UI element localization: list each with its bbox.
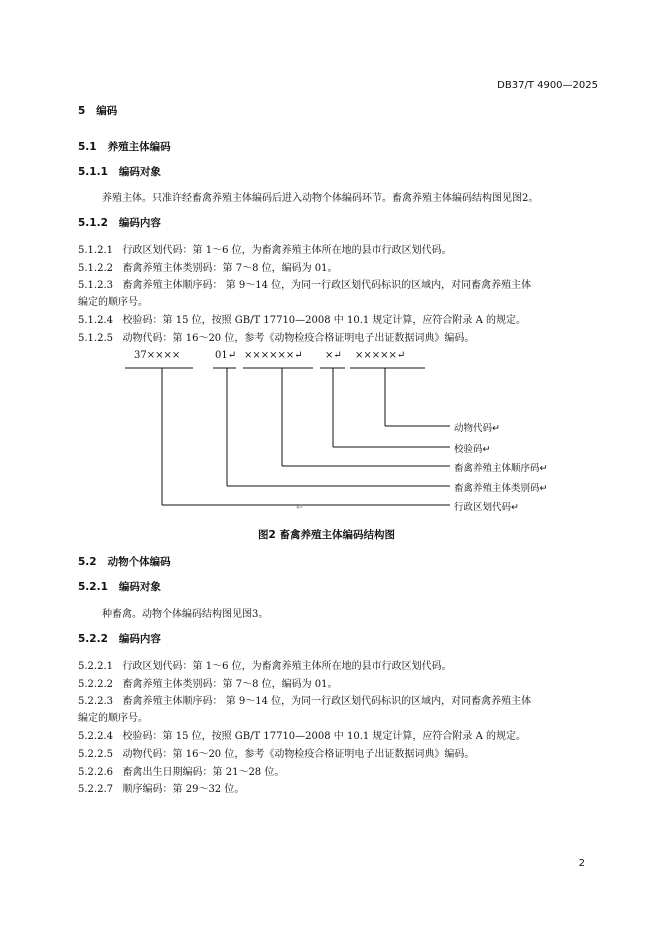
item-text: 畜禽养殖主体顺序码： 第 9～14 位，为同一行政区划代码标识的区域内，对同畜禽养殖主体 — [122, 696, 532, 707]
page-number: 2 — [578, 858, 585, 869]
code-segment: 37×××× — [134, 350, 181, 361]
section-number: 5 — [78, 105, 86, 117]
list-item — [78, 763, 284, 778]
figure-label: 校验码↵ — [454, 444, 491, 455]
section-5-2-heading — [78, 554, 171, 569]
figure-label: 行政区划代码↵ — [454, 502, 519, 513]
list-item — [78, 745, 474, 760]
item-number: 5.2.2.4 — [78, 731, 113, 742]
item-text: 动物代码：第 16～20 位，参考《动物检疫合格证明电子出证数据词典》编码。 — [122, 333, 475, 344]
list-item — [78, 780, 244, 795]
item-number: 5.2.2.3 — [78, 696, 113, 707]
item-text: 畜禽养殖主体类别码：第 7～8 位，编码为 01。 — [122, 263, 338, 274]
section-title: 编码对象 — [118, 166, 161, 178]
section-5-2-2-heading — [78, 631, 161, 646]
figure-2-caption: 图2 畜禽养殖主体编码结构图 — [258, 529, 395, 541]
section-number: 5.1.2 — [78, 217, 108, 229]
section-title: 编码内容 — [118, 633, 161, 645]
item-text: 校验码：第 15 位，按照 GB/T 17710—2008 中 10.1 规定计算，应符合附录 A 的规定。 — [122, 731, 527, 742]
item-number: 5.2.2.2 — [78, 679, 113, 690]
figure-label: 畜禽养殖主体类别码↵ — [454, 483, 548, 494]
code-segment: ×××××↵ — [355, 350, 406, 361]
paragraph-mark: ↵ — [296, 502, 304, 513]
item-text: 行政区划代码：第 1～6 位，为畜禽养殖主体所在地的县市行政区划代码。 — [122, 245, 452, 256]
section-title: 养殖主体编码 — [107, 141, 171, 153]
item-text: 校验码：第 15 位，按照 GB/T 17710—2008 中 10.1 规定计算，应符合附录 A 的规定。 — [122, 315, 527, 326]
section-title: 动物个体编码 — [107, 556, 171, 568]
section-number: 5.1 — [78, 141, 97, 153]
item-text: 畜禽养殖主体顺序码： 第 9～14 位，为同一行政区划代码标识的区域内，对同畜禽养殖主体 — [122, 280, 532, 291]
item-number: 5.1.2.2 — [78, 263, 113, 274]
code-segment: ××××××↵ — [244, 350, 303, 361]
figure-label: 畜禽养殖主体顺序码↵ — [454, 463, 548, 474]
list-item-continuation: 编定的顺序号。 — [78, 713, 148, 724]
section-number: 5.2.2 — [78, 633, 108, 645]
item-number: 5.1.2.3 — [78, 280, 113, 291]
list-item — [78, 727, 526, 742]
section-5-2-1-heading — [78, 579, 161, 594]
code-segment: 01↵ — [215, 350, 237, 361]
item-text: 畜禽养殖主体类别码：第 7～8 位，编码为 01。 — [122, 679, 338, 690]
code-segment: ×↵ — [325, 350, 342, 361]
item-number: 5.2.2.6 — [78, 767, 113, 778]
item-text: 动物代码：第 16～20 位，参考《动物检疫合格证明电子出证数据词典》编码。 — [122, 749, 475, 760]
paragraph-5-1-1: 养殖主体。只准许经畜禽养殖主体编码后进入动物个体编码环节。畜禽养殖主体编码结构图见图2。 — [102, 193, 539, 204]
section-title: 编码对象 — [118, 581, 161, 593]
list-item — [78, 675, 338, 690]
document-code: DB37/T 4900—2025 — [497, 80, 598, 91]
item-number: 5.1.2.5 — [78, 333, 113, 344]
section-number: 5.2.1 — [78, 581, 108, 593]
item-number: 5.1.2.1 — [78, 245, 113, 256]
item-text: 行政区划代码：第 1～6 位，为畜禽养殖主体所在地的县市行政区划代码。 — [122, 661, 452, 672]
section-title: 编码 — [96, 105, 118, 117]
item-number: 5.2.2.1 — [78, 661, 113, 672]
section-number: 5.2 — [78, 556, 97, 568]
item-text: 畜禽出生日期编码：第 21～28 位。 — [122, 767, 285, 778]
item-number: 5.1.2.4 — [78, 315, 113, 326]
paragraph-5-2-1: 种畜禽。动物个体编码结构图见图3。 — [102, 609, 269, 620]
list-item — [78, 657, 452, 672]
figure-label: 动物代码↵ — [454, 423, 500, 434]
item-text: 顺序编码：第 29～32 位。 — [122, 784, 245, 795]
item-number: 5.2.2.7 — [78, 784, 113, 795]
section-number: 5.1.1 — [78, 166, 108, 178]
list-item — [78, 692, 531, 707]
section-title: 编码内容 — [118, 217, 161, 229]
item-number: 5.2.2.5 — [78, 749, 113, 760]
list-item-continuation: 编定的顺序号。 — [78, 297, 148, 308]
